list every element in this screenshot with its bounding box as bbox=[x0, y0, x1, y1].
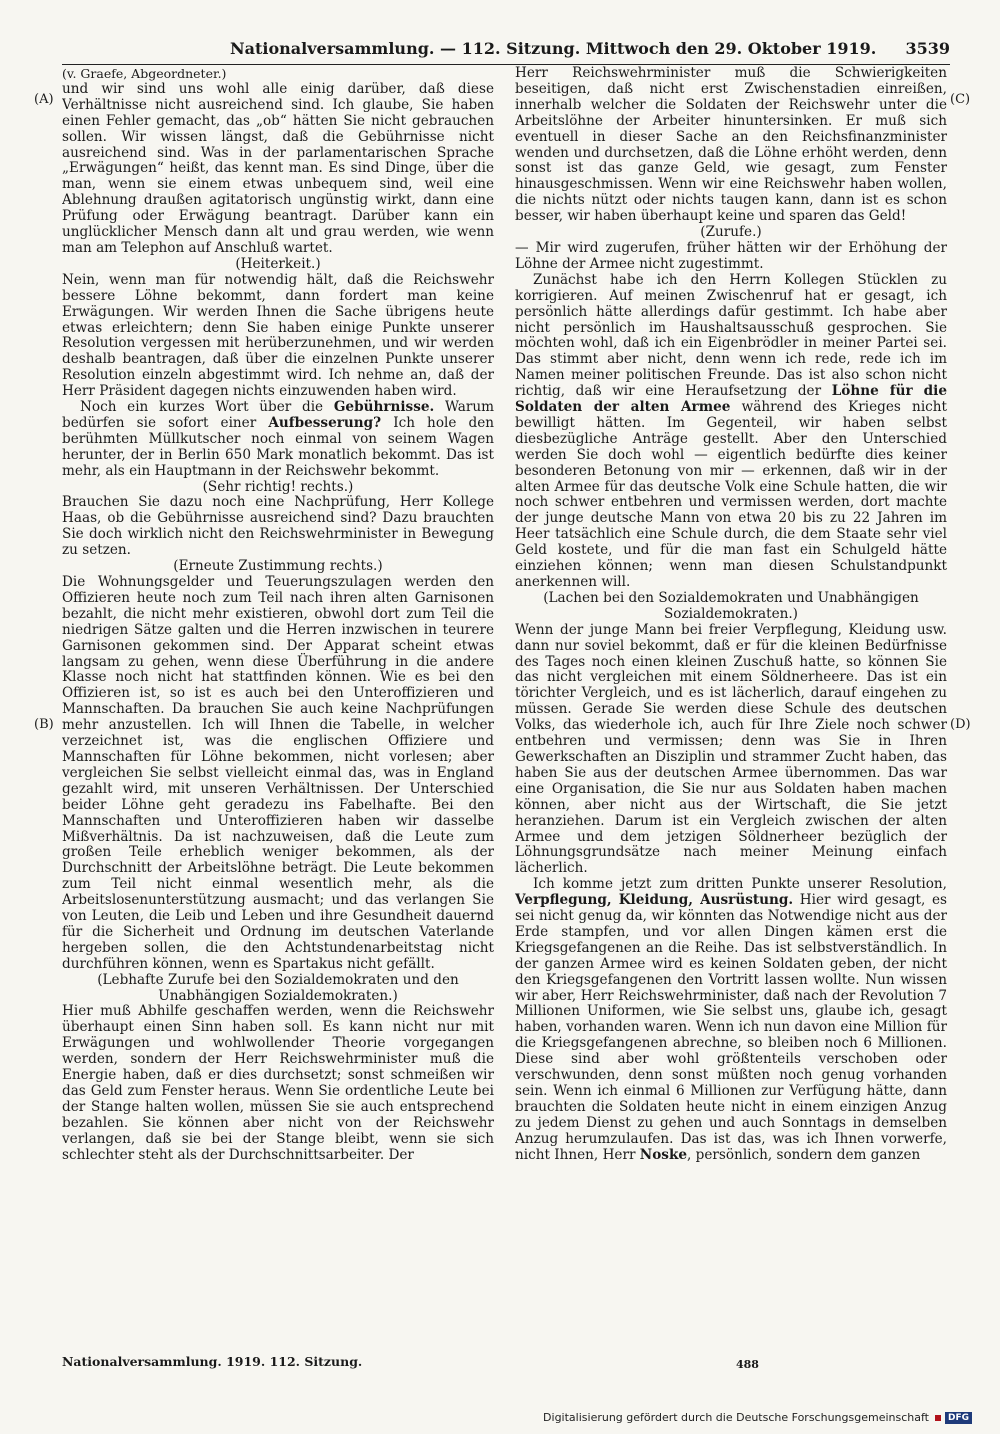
interjection: (Lebhafte Zurufe bei den Sozialdemokraten und den Unabhängigen Sozialdemokraten.) bbox=[97, 971, 459, 1004]
emphasis-text: Löhne für die Soldaten der alten Armee bbox=[515, 383, 947, 416]
left-column bbox=[62, 66, 494, 1346]
paragraph bbox=[515, 877, 947, 1163]
paragraph bbox=[515, 273, 947, 591]
paragraph: Herr Reichswehrminister muß die Schwierigkeiten beseitigen, daß nicht erst Zwischenstadien einreißen, innerhalb welcher die Soldaten der Reichswehr unter die Arbeitslöhne der Arbeiter hinuntersinken. Er muß sich eventuell in dieser Sache an den Reichsfinanzminister wenden und durchsetzen, daß die Löhne erhöht werden, denn sonst ist das ganze Geld, wie gesagt, zum Fenster hinausgeschmissen. Wenn wir eine Reichswehr haben wollen, die nichts nützt oder nichts taugen kann, dann ist es schon besser, wir haben überhaupt keine und sparen das Geld! bbox=[515, 66, 947, 225]
paragraph: Nein, wenn man für notwendig hält, daß die Reichswehr bessere Löhne bekommt, dann fordert man keine Erwägungen. Wir werden Ihnen die Sache übrigens heute etwas erleichtern; denn Sie haben einige Punkte unserer Resolution vergessen mit herüberzunehmen, und wir werden deshalb beantragen, daß über die einzelnen Punkte unserer Resolution einzeln abgestimmt wird. Ich nehme an, daß der Herr Präsident dagegen nichts einzuwenden haben wird. bbox=[62, 271, 494, 400]
page-number: 3539 bbox=[905, 39, 950, 58]
paragraph: — Mir wird zugerufen, früher hätten wir der Erhöhung der Löhne der Armee nicht zugestimmt. bbox=[515, 239, 947, 272]
text-run: Ich komme jetzt zum dritten Punkte unserer Resolution, bbox=[533, 876, 947, 893]
paragraph: Brauchen Sie dazu noch eine Nachprüfung, Herr Kollege Haas, ob die Gebührnisse ausreichend sind? Dazu brauchten Sie doch wirklich nicht den Reichswehrminister in Bewegung zu setzen. bbox=[62, 494, 494, 559]
paragraph bbox=[62, 400, 494, 480]
interjection: (Heiterkeit.) bbox=[235, 255, 321, 272]
text-run: Warum bedürfen sie sofort einer bbox=[62, 399, 494, 431]
paragraph: Die Wohnungsgelder und Teuerungszulagen werden den Offizieren heute noch zum Teil nach ihren alten Garnisonen bezahlt, die nicht mehr existieren, obwohl dort zum Teil die niedrigen Sätze galten und die Herren inzwischen in teurere Garnisonen gekommen sind. Der Apparat scheint etwas langsam zu gehen, wenn diese Überführung in die andere Klasse noch nicht hat stattfinden können. Wie es bei den Offizieren ist, so ist es auch bei den Unteroffizieren und Mannschaften. Da brauchen Sie auch keine Nachprüfungen mehr anzustellen. Ich will Ihnen die Tabelle, in welcher verzeichnet ist, was die englischen Offiziere und Mannschaften für Löhne bekommen, nicht vorlesen; aber vergleichen Sie selbst vielleicht einmal das, was in England gezahlt wird, mit unseren Verhältnissen. Der Unterschied beider Löhne geht geradezu ins Fabelhafte. Bei den Mannschaften und Unteroffizieren haben wir dasselbe Mißverhältnis. Da ist nachzuweisen, daß die Leute zum großen Teile erheblich weniger bekommen, als der Durchschnitt der Arbeitslöhne beträgt. Die Leute bekommen zum Teil nicht einmal wesentlich mehr, als die Arbeitslosenunterstützung ausmacht; und das verlangen Sie von Leuten, die Leib und Leben und ihre Gesundheit dauernd für die Sicherheit und Ordnung im deutschen Vaterlande hergeben sollen, die den Achtstundenarbeitstag nicht durchführen können, wenn es Spartakus nicht gefällt. bbox=[62, 574, 494, 972]
page-header bbox=[62, 38, 950, 65]
text-run: Hier wird gesagt, es sei nicht genug da, wir könnten das Notwendige nicht aus der Erde stampfen, und vor allen Dingen kämen erst die Kriegsgefangenen an die Reihe. Das ist selbstverständlich. In der ganzen Armee wird es keinen Soldaten geben, der nicht den Kriegsgefangenen den Vortritt lassen wollte. Nun wissen wir aber, Herr Reichswehrminister, daß nach der Revolution 7 Millionen Uniformen, wie Sie selbst uns, glaube ich, gesagt haben, vorhanden waren. Wenn ich nun davon eine Million für die Kriegsgefangenen abrechne, so bleiben noch 6 Millionen. Diese sind aber wohl größtenteils verschoben oder verschwunden, denn sonst müßten noch genug vorhanden sein. Wenn ich einmal 6 Millionen zur Verfügung hätte, dann brauchten die Soldaten heute nicht in einem einzigen Anzug zu jedem Dienst zu gehen und auch Sonntags in demselben Anzug herumzulaufen. Das ist das, was ich Ihnen vorwerfe, nicht Ihnen, Herr bbox=[515, 892, 947, 1163]
emphasis-text: Noske bbox=[639, 1146, 688, 1163]
interjection: (Zurufe.) bbox=[700, 224, 762, 241]
text-run: Ich hole den berühmten Müllkutscher noch einmal von seinem Wagen herunter, der in Berlin 650 Mark monatlich bekommt. Das ist mehr, als ein Hauptmann in der Reichswehr bekommt. bbox=[62, 414, 494, 479]
emphasis-text: Gebührnisse. bbox=[333, 399, 435, 416]
text-run: während des Krieges nicht bewilligt hätten. Im Gegenteil, wir haben selbst diesbezügliche Anträge gestellt. Aber den Unterschied werden Sie doch wohl — eigentlich bedürfte dies keiner besonderen Betonung von mir — erkennen, daß wir in der alten Armee für das deutsche Volk eine Schule hatten, die wir noch schwer entbehren und vermissen werden, dort machte der junge deutsche Mann von etwa 20 bis zu 22 Jahren im Heer tatsächlich eine Schule durch, die dem Staate sehr viel Geld kostete, und für die man fast ein Schulgeld hätte einziehen können; wenn man diesen Schulstandpunkt anerkennen will. bbox=[515, 399, 947, 590]
paragraph: und wir sind uns wohl alle einig darüber, daß diese Verhältnisse nicht ausreichend sind. Ich glaube, Sie haben einen Fehler gemacht, das „ob“ hätten Sie nicht gebrauchen sollen. Wir wissen längst, daß die Gebührnisse nicht ausreichend sind. Was in der parlamentarischen Sprache „Erwägungen“ heißt, das kennt man. Es sind Dinge, über die man, wenn sie einem etwas unbequem sind, weil eine Ablehnung draußen agitatorisch ungünstig wirkt, dann eine Prüfung oder Erwägung beantragt. Darüber kann ein unglücklicher Mensch dann alt und grau werden, wie wenn man am Telephon auf Anschluß wartet. bbox=[62, 80, 494, 256]
paragraph: Wenn der junge Mann bei freier Verpflegung, Kleidung usw. dann nur soviel bekommt, daß er für die kleinen Bedürfnisse des Tages noch einen kleinen Zuschuß hatte, so können Sie das nicht vergleichen mit einem Söldnerheere. Das ist ein törichter Vergleich, und es ist lächerlich, darauf eingehen zu müssen. Gerade Sie werden diese Schule des deutschen Volks, das wiederhole ich, auch für Ihre Ziele noch schwer entbehren und vermissen; denn was Sie in Ihren Gewerkschaften an Disziplin und strammer Zucht haben, das haben Sie aus der deutschen Armee übernommen. Das war eine Organisation, die Sie nur aus Soldaten haben machen können, aber nicht aus der Wirtschaft, die Sie jetzt heranziehen. Darum ist ein Vergleich zwischen der alten Armee und dem jetzigen Söldnerheer bezüglich der Löhnungsgrundsätze nach meiner Meinung einfach lächerlich. bbox=[515, 621, 947, 877]
emphasis-text: Verpflegung, Kleidung, Ausrüstung. bbox=[515, 892, 794, 909]
text-run: Noch ein kurzes Wort über die bbox=[80, 399, 334, 416]
speaker-label: (v. Graefe, Abgeordneter.) bbox=[62, 66, 227, 81]
dfg-logo: DFG bbox=[945, 1412, 972, 1424]
margin-marker-d: (D) bbox=[950, 717, 971, 732]
right-column bbox=[515, 66, 947, 1346]
footer-session-label: Nationalversammlung. 1919. 112. Sitzung. bbox=[62, 1354, 363, 1369]
margin-marker-c: (C) bbox=[950, 92, 971, 107]
margin-marker-b: (B) bbox=[34, 717, 54, 732]
text-run: Zunächst habe ich den Herrn Kollegen Stücklen zu korrigieren. Auf meinen Zwischenruf hat er gesagt, ich persönlich hätte allerdings dafür gestimmt. Ich habe aber nicht persönlich im Haushaltsausschuß gesprochen. Sie möchten wohl, daß ich ein Eigenbrödler in meiner Partei sei. Das stimmt aber nicht, denn wenn ich rede, rede ich im Namen meiner politischen Freunde. Das ist also schon nicht richtig, daß wir eine Heraufsetzung der bbox=[515, 271, 947, 400]
emphasis-text: Aufbesserung? bbox=[268, 414, 382, 431]
paragraph: Hier muß Abhilfe geschaffen werden, wenn die Reichswehr überhaupt einen Sinn haben soll. Es kann nicht nur mit Erwägungen und wohlwollender Theorie vorgegangen werden, sondern der Herr Reichswehrminister muß die Energie haben, daß er dies durchsetzt; sonst schmeißen wir das Geld zum Fenster heraus. Wenn Sie ordentliche Leute bei der Stange halten wollen, müssen Sie sie auch entsprechend bezahlen. Sie können aber nicht von der Reichswehr verlangen, daß sie bei der Stange bleibt, wenn sie sich schlechter steht als der Durchschnittsarbeiter. Der bbox=[62, 1003, 494, 1163]
separator-icon bbox=[935, 1415, 941, 1421]
credit-text: Digitalisierung gefördert durch die Deutsche Forschungsgemeinschaft bbox=[543, 1411, 929, 1424]
interjection: (Erneute Zustimmung rechts.) bbox=[173, 558, 383, 575]
interjection: (Lachen bei den Sozialdemokraten und Unabhängigen Sozialdemokraten.) bbox=[543, 589, 919, 622]
text-run: , persönlich, sondern dem ganzen bbox=[687, 1146, 921, 1163]
header-title: Nationalversammlung. — 112. Sitzung. Mittwoch den 29. Oktober 1919. bbox=[230, 39, 877, 58]
interjection: (Sehr richtig! rechts.) bbox=[202, 478, 354, 495]
margin-marker-a: (A) bbox=[34, 92, 54, 107]
digitization-credit bbox=[543, 1411, 972, 1424]
footer-signature: 488 bbox=[736, 1358, 759, 1371]
